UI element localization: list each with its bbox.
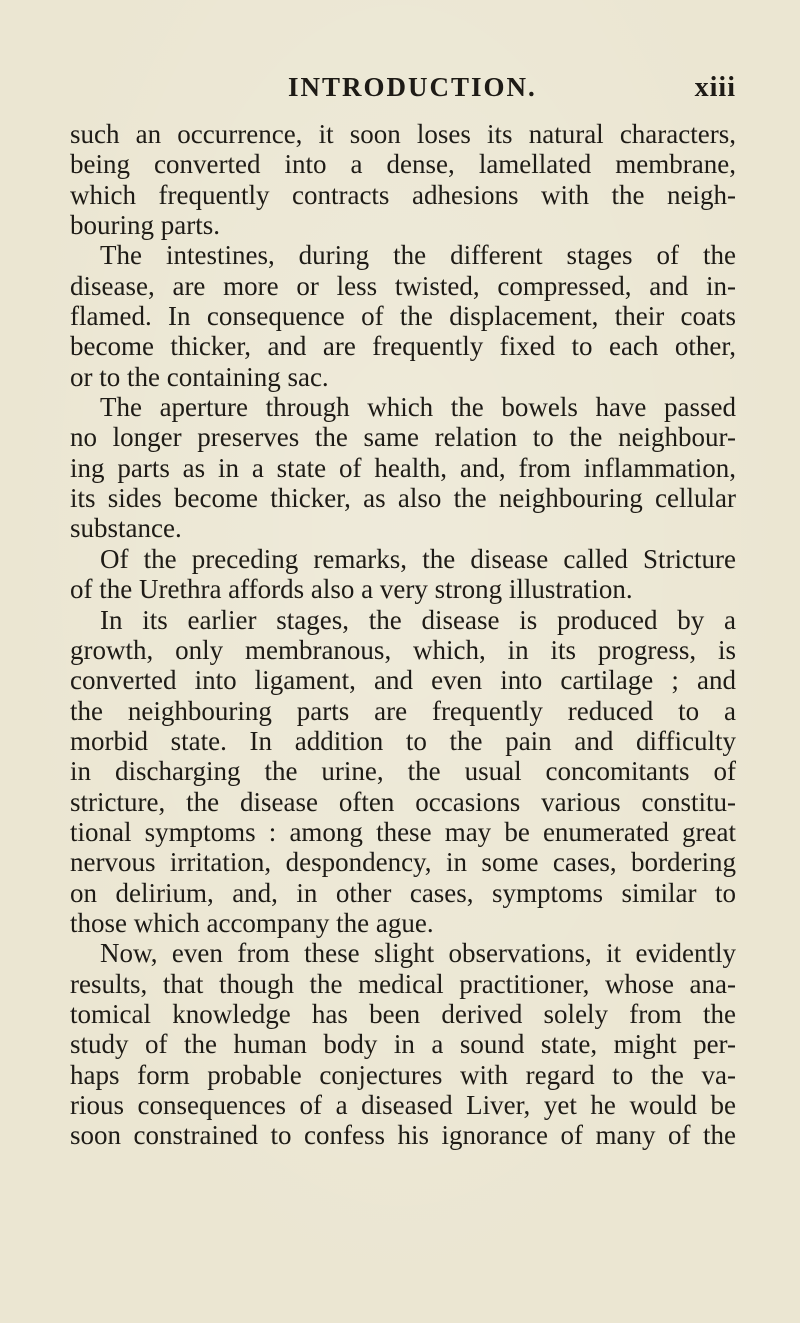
text-line: converted into ligament, and even into cartilage ; and [70,665,736,696]
text-line: haps form probable conjectures with regard to the va- [70,1059,736,1090]
text-line: nervous irritation, despondency, in some cases, bordering [70,847,736,878]
body-text [70,119,736,1151]
text-line: being converted into a dense, lamellated membrane, [70,149,736,180]
text-line: stricture, the disease often occasions various constitu- [70,786,736,817]
text-line: ing parts as in a state of health, and, from inflammation, [70,452,736,483]
text-line: disease, are more or less twisted, compressed, and in- [70,270,736,301]
text-line: no longer preserves the same relation to the neighbour- [70,422,736,453]
text-line: the neighbouring parts are frequently reduced to a [70,695,736,726]
text-line: tional symptoms : among these may be enumerated great [70,816,736,847]
text-line: growth, only membranous, which, in its progress, is [70,634,736,665]
text-line: become thicker, and are frequently fixed to each other, [70,331,736,362]
text-line: rious consequences of a diseased Liver, yet he would be [70,1090,736,1120]
text-line: flamed. In consequence of the displacement, their coats [70,301,736,332]
text-line: of the Urethra affords also a very strong illustration. [70,574,633,605]
text-line: results, that though the medical practitioner, whose ana- [70,968,736,999]
text-line: substance. [70,513,182,544]
page-number: xiii [694,72,736,103]
text-line: Now, even from these slight observations, it evidently [100,938,736,969]
text-line: Of the preceding remarks, the disease called Stricture [100,543,736,574]
text-line: The aperture through which the bowels have passed [100,392,736,423]
text-line: study of the human body in a sound state, might per- [70,1029,736,1060]
running-head [66,66,736,110]
text-line: soon constrained to confess his ignorance of many of the [70,1120,736,1151]
text-line: on delirium, and, in other cases, symptoms similar to [70,877,736,908]
text-line: its sides become thicker, as also the neighbouring cellular [70,483,736,514]
text-line: In its earlier stages, the disease is produced by a [100,604,736,635]
text-line: those which accompany the ague. [70,907,434,938]
text-line: tomical knowledge has been derived solely from the [70,998,736,1029]
running-title: INTRODUCTION. [288,72,537,102]
text-line: such an occurrence, it soon loses its natural characters, [70,119,736,149]
text-line: or to the containing sac. [70,361,329,392]
text-line: which frequently contracts adhesions with the neigh- [70,179,736,210]
text-line: The intestines, during the different stages of the [100,240,736,271]
text-line: in discharging the urine, the usual concomitants of [70,756,736,787]
text-line: bouring parts. [70,210,220,241]
text-line: morbid state. In addition to the pain and difficulty [70,725,736,756]
